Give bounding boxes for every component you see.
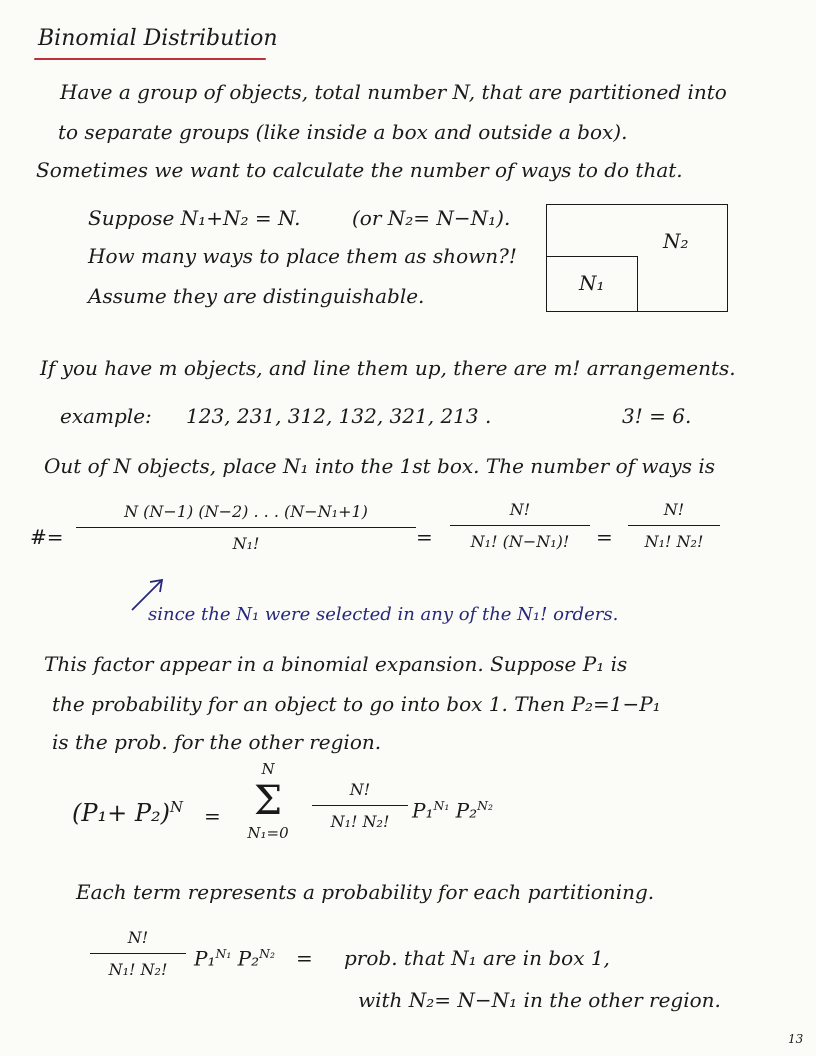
fraction-falling-numerator: N (N−1) (N−2) . . . (N−N₁+1) <box>124 502 368 521</box>
binomial-line-3: is the prob. for the other region. <box>52 730 382 754</box>
equals-1: = <box>416 525 433 549</box>
intro-line-1: Have a group of objects, total number N, that are partitioned into <box>60 80 727 104</box>
term-desc-1: prob. that N₁ are in box 1, <box>344 946 610 970</box>
example-label: example: <box>60 404 152 428</box>
binomial-lhs-exponent: N <box>170 798 184 816</box>
term-p2-exponent: N₂ <box>259 946 275 961</box>
binomial-p1-exponent: N₁ <box>433 798 450 813</box>
inner-box <box>546 256 638 312</box>
intro-line-3: Sometimes we want to calculate the number of ways to do that. <box>36 158 683 182</box>
example-result: 3! = 6. <box>622 404 692 428</box>
setup-line-1-or: (or N₂= N−N₁). <box>352 206 511 230</box>
term-powers <box>194 946 275 971</box>
term-line: Each term represents a probability for each partitioning. <box>76 880 655 904</box>
binomial-lhs-base: (P₁+ P₂) <box>72 799 171 827</box>
fraction-falling-denominator: N₁! <box>232 534 260 553</box>
fraction-falling-product <box>76 502 416 553</box>
term-equals: = <box>296 946 313 970</box>
binomial-p2: P₂ <box>455 798 478 823</box>
binomial-line-1: This factor appear in a binomial expansion. Suppose P₁ is <box>44 652 628 676</box>
binomial-lhs <box>72 798 183 827</box>
binomial-powers <box>412 798 493 823</box>
binomial-equals: = <box>204 804 221 828</box>
term-p1: P₁ <box>194 946 216 971</box>
binomial-line-2: the probability for an object to go into box 1. Then P₂=1−P₁ <box>52 692 661 716</box>
inner-box-label: N₁ <box>579 271 605 295</box>
title-underline <box>34 58 266 60</box>
term-p2: P₂ <box>237 946 260 971</box>
page-number: 13 <box>788 1032 804 1046</box>
setup-line-2: How many ways to place them as shown?! <box>88 244 517 268</box>
binomial-fraction <box>312 780 408 831</box>
example-values: 123, 231, 312, 132, 321, 213 . <box>186 404 492 428</box>
outer-box-label: N₂ <box>663 229 689 253</box>
annotation-note: since the N₁ were selected in any of the N₁! orders. <box>148 604 619 625</box>
binomial-p1: P₁ <box>412 798 434 823</box>
setup-line-1: Suppose N₁+N₂ = N. <box>88 206 301 230</box>
term-desc-2: with N₂= N−N₁ in the other region. <box>358 988 721 1012</box>
fraction-multinomial-numerator: N! <box>663 500 685 519</box>
page-title: Binomial Distribution <box>38 26 278 51</box>
perm-line-1: If you have m objects, and line them up, there are m! arrangements. <box>40 356 736 380</box>
count-line: Out of N objects, place N₁ into the 1st box. The number of ways is <box>44 454 715 478</box>
term-p1-exponent: N₁ <box>215 946 232 961</box>
fraction-multinomial <box>628 500 720 551</box>
fraction-factorial-denominator: N₁! (N−N₁)! <box>470 532 570 551</box>
equals-2: = <box>596 525 613 549</box>
hash-symbol: #= <box>30 525 64 549</box>
sum-upper-limit: N <box>261 760 275 778</box>
sum-lower-limit: N₁=0 <box>247 824 289 842</box>
binomial-fraction-numerator: N! <box>349 780 371 799</box>
summation <box>238 760 298 842</box>
intro-line-2: to separate groups (like inside a box and outside a box). <box>58 120 628 144</box>
fraction-factorial <box>450 500 590 551</box>
fraction-multinomial-denominator: N₁! N₂! <box>644 532 704 551</box>
binomial-fraction-denominator: N₁! N₂! <box>330 812 390 831</box>
fraction-factorial-numerator: N! <box>509 500 531 519</box>
term-fraction-numerator: N! <box>127 928 149 947</box>
setup-line-3: Assume they are distinguishable. <box>88 284 425 308</box>
binomial-p2-exponent: N₂ <box>477 798 493 813</box>
term-fraction-denominator: N₁! N₂! <box>108 960 168 979</box>
sigma-icon: Σ <box>253 778 283 824</box>
term-fraction <box>90 928 186 979</box>
